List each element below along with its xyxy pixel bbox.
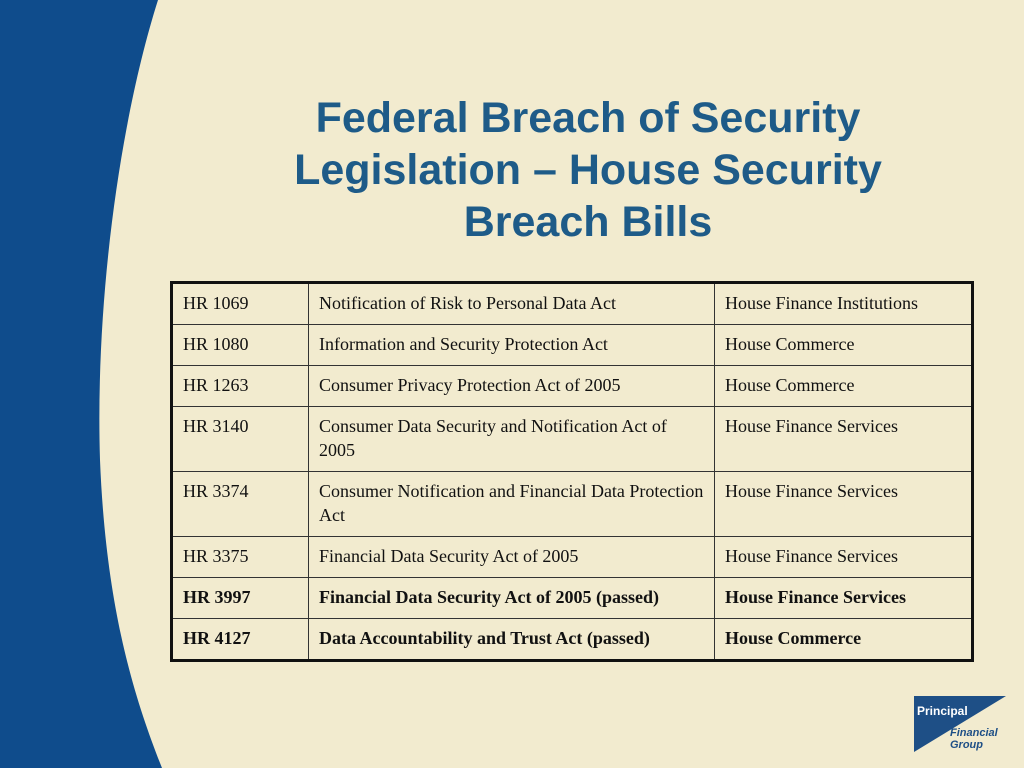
bill-name: Consumer Privacy Protection Act of 2005 — [309, 366, 715, 407]
bill-committee: House Finance Services — [715, 472, 973, 537]
table-row — [172, 366, 973, 407]
bill-committee: House Commerce — [715, 366, 973, 407]
bill-number: HR 3375 — [172, 537, 309, 578]
logo-wordmark: Principal — [917, 704, 968, 718]
table-row — [172, 537, 973, 578]
bill-committee: House Finance Services — [715, 537, 973, 578]
bill-name: Notification of Risk to Personal Data Act — [309, 283, 715, 325]
bill-name: Financial Data Security Act of 2005 (passed) — [309, 578, 715, 619]
table-row — [172, 578, 973, 619]
bill-name: Data Accountability and Trust Act (passed) — [309, 619, 715, 661]
table-row — [172, 325, 973, 366]
logo-subtitle — [950, 727, 1006, 751]
bill-number: HR 3997 — [172, 578, 309, 619]
bill-number: HR 3140 — [172, 407, 309, 472]
table-row — [172, 619, 973, 661]
bill-committee: House Finance Institutions — [715, 283, 973, 325]
bill-number: HR 1080 — [172, 325, 309, 366]
title-line-3: Breach Bills — [463, 198, 713, 246]
bill-committee: House Commerce — [715, 325, 973, 366]
logo-word-group: Group — [950, 739, 983, 751]
bill-number: HR 1263 — [172, 366, 309, 407]
bill-number: HR 1069 — [172, 283, 309, 325]
title-line-2: Legislation – House Security — [294, 146, 882, 194]
table-row — [172, 283, 973, 325]
bills-table-body — [172, 283, 973, 661]
bills-table — [170, 281, 974, 662]
bill-committee: House Finance Services — [715, 407, 973, 472]
bill-name: Information and Security Protection Act — [309, 325, 715, 366]
bill-number: HR 3374 — [172, 472, 309, 537]
table-row — [172, 472, 973, 537]
bill-committee: House Finance Services — [715, 578, 973, 619]
bill-name: Consumer Notification and Financial Data Protection Act — [309, 472, 715, 537]
bill-name: Consumer Data Security and Notification Act of 2005 — [309, 407, 715, 472]
title-line-1: Federal Breach of Security — [315, 94, 861, 142]
bill-name: Financial Data Security Act of 2005 — [309, 537, 715, 578]
page-title — [170, 92, 1006, 248]
table-row — [172, 407, 973, 472]
bill-committee: House Commerce — [715, 619, 973, 661]
logo-word-financial: Financial — [950, 727, 998, 739]
left-blue-swoosh — [0, 0, 162, 768]
bill-number: HR 4127 — [172, 619, 309, 661]
